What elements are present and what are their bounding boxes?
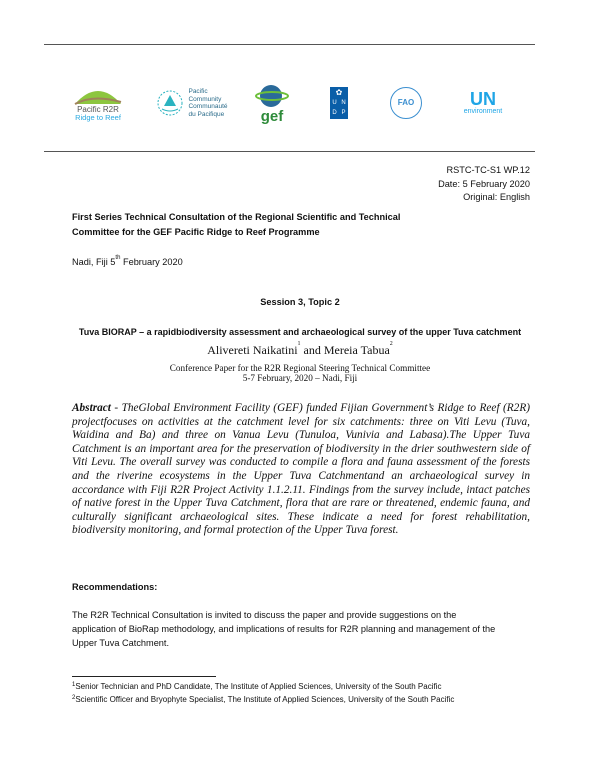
logo-gef: gef xyxy=(252,72,292,134)
conference-info: Conference Paper for the R2R Regional Steering Technical Committee 5-7 February, 2020 – Nadi, Fiji xyxy=(169,363,431,383)
abstract-label: Abstract xyxy=(72,402,111,414)
doc-ref-number: RSTC-TC-S1 WP.12 xyxy=(446,165,530,175)
un-emblem-icon: ✿ xyxy=(335,88,343,97)
abstract-text: - TheGlobal Environment Facility (GEF) funded Fijian Government’s Ridge to Reef (R2R) projectfocuses on activities at the catchment level for six catchments: three on Viti Levu (Tuva, Waidina and Ba) and three on Vanua Levu (Tunuloa, Vunivia and Labasa).The Upper Tuva Catchment is an important area for the preservation of biodiversity in the drier southwestern side of Viti Levu. The overall survey was conducted to compile a flora and fauna assessment of the forests and the riverine ecosystems in the Upper Tuva Catchmentand an archaeological survey in accordance with Fiji R2R Project Activity 1.1.2.11. Findings from the survey include, intact patches of native forest in the Upper Tuva Catchment, flora that are rare or threatened, endemic fauna, and culturally significant archaeological sites. These indicate a need for forest rehabilitation, biodiversity monitoring, and formal protection of the Upper Tuva forest. xyxy=(72,402,530,537)
paper-authors: Alivereti Naikatini$^1$ and Mereia Tabua$^2$ xyxy=(207,341,393,357)
doc-original-language: Original: English xyxy=(463,192,530,202)
logo-pacific-community: Pacific Community Communauté du Pacifique xyxy=(152,72,232,134)
document-reference xyxy=(438,164,530,205)
spc-emblem-icon xyxy=(156,89,184,117)
abstract xyxy=(72,402,530,538)
mountain-icon xyxy=(73,84,123,106)
footnote-1: $^1$Senior Technician and PhD Candidate, The Institute of Applied Sciences, University of the South Pacific xyxy=(72,682,442,691)
paper-title: Tuva BIORAP – a rapidbiodiversity assessment and archaeological survey of the upper Tuva catchment xyxy=(78,327,522,337)
logo-fao: FAO xyxy=(388,72,424,134)
header-rule-top xyxy=(44,44,535,45)
recommendations-text: The R2R Technical Consultation is invited to discuss the paper and provide suggestions on the application of BioRap methodology, and implications of results for R2R planning and management of the Upper Tuva Catchment. xyxy=(72,610,496,648)
footnote-2: $^2$Scientific Officer and Bryophyte Specialist, The Institute of Applied Sciences, University of the South Pacific xyxy=(72,694,455,704)
recommendations-heading: Recommendations: xyxy=(72,582,158,592)
logo-undp: ✿ U N D P xyxy=(328,72,350,134)
logo-un-environment: UN environment xyxy=(463,89,503,115)
meeting-title: First Series Technical Consultation of the Regional Scientific and Technical Committee for the GEF Pacific Ridge to Reef Programme xyxy=(72,212,401,237)
session-label: Session 3, Topic 2 xyxy=(260,297,340,307)
header-rule-bottom xyxy=(44,151,535,152)
footnote-separator xyxy=(72,676,216,677)
footnotes xyxy=(72,681,454,706)
doc-date: Date: 5 February 2020 xyxy=(438,178,530,189)
logo-pacific-r2r: Pacific R2R Ridge to Reef xyxy=(66,72,130,134)
globe-icon xyxy=(255,83,289,109)
meeting-place-date: Nadi, Fiji 5th February 2020 xyxy=(72,255,183,267)
